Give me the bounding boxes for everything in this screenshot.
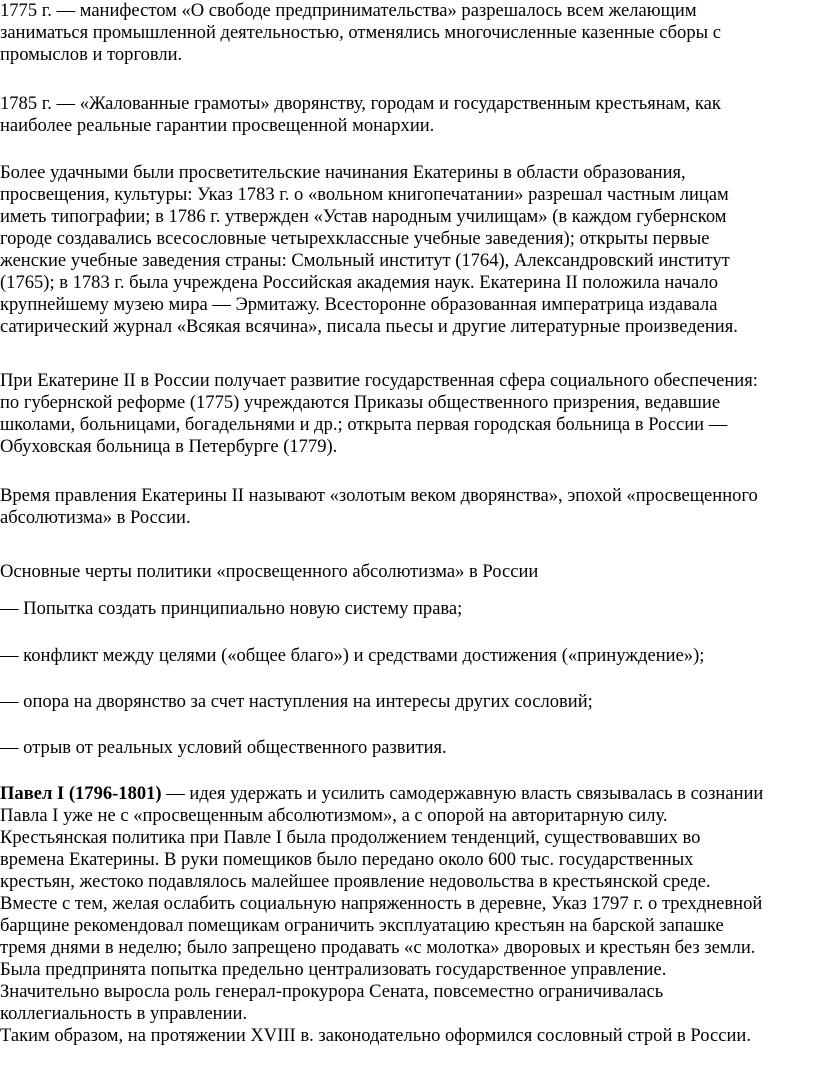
text-line xyxy=(0,783,814,805)
text-line: — опора на дворянство за счет наступления на интересы других сословий; xyxy=(0,691,593,712)
text-line: Была предпринята попытка предельно централизовать государственное управление. xyxy=(0,959,667,980)
pavel-heading: Павел I (1796-1801) xyxy=(0,783,162,804)
text-line: барщине рекомендовал помещикам ограничить эксплуатацию крестьян на барской запашке xyxy=(0,915,724,936)
text-line: коллегиальность в управлении. xyxy=(0,1003,248,1024)
list-item xyxy=(0,598,816,620)
paragraph-1785 xyxy=(0,93,816,137)
text-line: 1785 г. — «Жалованные грамоты» дворянству, городам и государственным крестьянам, как xyxy=(0,93,721,114)
text-line: школами, больницами, богадельнями и др.; открыта первая городская больница в России — xyxy=(0,414,728,435)
text-line: иметь типографии; в 1786 г. утвержден «Устав народным училищам» (в каждом губернском xyxy=(0,206,727,227)
text-line: — Попытка создать принципиально новую систему права; xyxy=(0,598,463,619)
text-line: Обуховская больница в Петербурге (1779). xyxy=(0,436,338,457)
list-item xyxy=(0,737,816,759)
text-line: времена Екатерины. В руки помещиков было передано около 600 тыс. государственных xyxy=(0,849,694,870)
list-item xyxy=(0,691,816,713)
section-heading xyxy=(0,561,816,583)
text-line: женские учебные заведения страны: Смольный институт (1764), Александровский институт xyxy=(0,250,730,271)
text-line: 1775 г. — манифестом «О свободе предпринимательства» разрешалось всем желающим xyxy=(0,0,697,21)
paragraph-1775 xyxy=(0,0,816,66)
text-line: Более удачными были просветительские начинания Екатерины в области образования, xyxy=(0,162,686,183)
paragraph-pavel xyxy=(0,783,816,1047)
text-line: Вместе с тем, желая ослабить социальную напряженность в деревне, Указ 1797 г. о трехдневной xyxy=(0,893,763,914)
text-line: заниматься промышленной деятельностью, отменялись многочисленные казенные сборы с xyxy=(0,22,721,43)
text-line: крестьян, жестоко подавлялось малейшее проявление недовольства в крестьянской среде. xyxy=(0,871,711,892)
pavel-first-line-rest: — идея удержать и усилить самодержавную власть связывалась в сознании xyxy=(161,783,764,804)
text-line: Значительно выросла роль генерал-прокурора Сената, повсеместно ограничивалась xyxy=(0,981,664,1002)
text-line: тремя днями в неделю; было запрещено продавать «с молотка» дворовых и крестьян без земли. xyxy=(0,937,756,958)
text-line: Крестьянская политика при Павле I была продолжением тенденций, существовавших во xyxy=(0,827,701,848)
paragraph-education xyxy=(0,162,816,338)
text-line: городе создавались всесословные четырехклассные учебные заведения); открыты первые xyxy=(0,228,710,249)
text-line: наиболее реальные гарантии просвещенной монархии. xyxy=(0,115,435,136)
text-line: сатирический журнал «Всякая всячина», писала пьесы и другие литературные произведения. xyxy=(0,316,738,337)
text-line: При Екатерине II в России получает развитие государственная сфера социального обеспечения: xyxy=(0,370,758,391)
text-line: крупнейшему музею мира — Эрмитажу. Всесторонне образованная императрица издавала xyxy=(0,294,718,315)
text-line: просвещения, культуры: Указ 1783 г. о «вольном книгопечатании» разрешал частным лицам xyxy=(0,184,729,205)
text-line: по губернской реформе (1775) учреждаются Приказы общественного призрения, ведавшие xyxy=(0,392,721,413)
text-line: промыслов и торговли. xyxy=(0,44,183,65)
text-line: Таким образом, на протяжении XVIII в. законодательно оформился сословный строй в России. xyxy=(0,1025,751,1046)
text-line: Основные черты политики «просвещенного абсолютизма» в России xyxy=(0,561,539,582)
text-line: (1765); в 1783 г. была учреждена Российская академия наук. Екатерина II положила начало xyxy=(0,272,718,293)
text-line: абсолютизма» в России. xyxy=(0,507,191,528)
text-line: — отрыв от реальных условий общественного развития. xyxy=(0,737,447,758)
text-line: Время правления Екатерины II называют «золотым веком дворянства», эпохой «просвещенного xyxy=(0,485,758,506)
text-line: Павла I уже не с «просвещенным абсолютизмом», а с опорой на авторитарную силу. xyxy=(0,805,668,826)
paragraph-golden-age xyxy=(0,485,816,529)
paragraph-social xyxy=(0,370,816,458)
text-line: — конфликт между целями («общее благо») и средствами достижения («принуждение»); xyxy=(0,645,705,666)
list-item xyxy=(0,645,816,667)
